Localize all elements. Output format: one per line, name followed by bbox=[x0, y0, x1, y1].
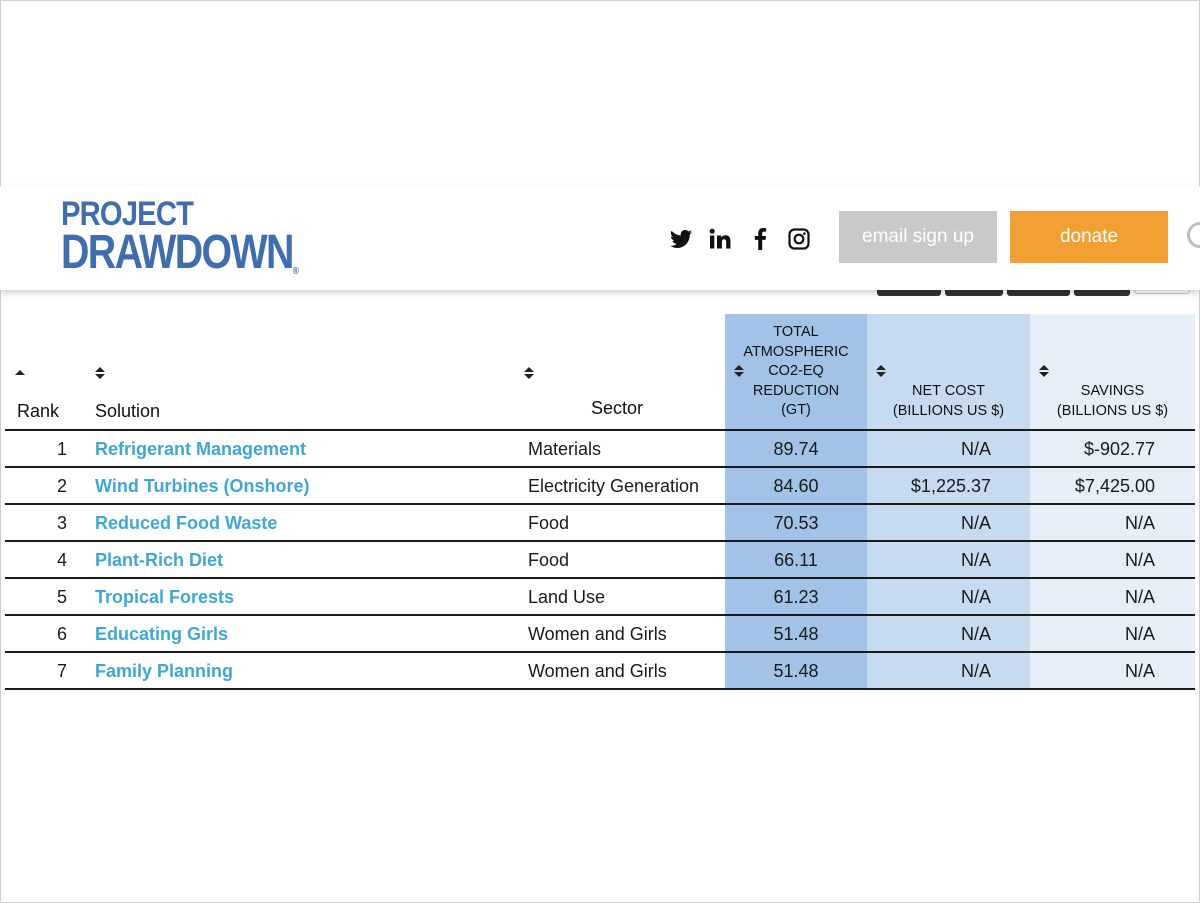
sector-cell: Food bbox=[528, 550, 570, 570]
linkedin-icon[interactable] bbox=[708, 227, 732, 251]
table-row bbox=[5, 431, 1195, 468]
net-cost-cell: N/A bbox=[867, 616, 1030, 651]
site-header bbox=[0, 186, 1200, 290]
table-row bbox=[5, 579, 1195, 616]
co2-reduction-header[interactable] bbox=[725, 314, 867, 430]
table-row bbox=[5, 542, 1195, 579]
sort-icon bbox=[876, 365, 886, 379]
co2-header-line: REDUCTION bbox=[752, 382, 840, 399]
net-cost-cell: N/A bbox=[867, 579, 1030, 614]
rank-cell: 3 bbox=[56, 513, 67, 533]
rank-cell: 2 bbox=[56, 476, 67, 496]
table-row bbox=[5, 505, 1195, 542]
sector-cell: Electricity Generation bbox=[528, 476, 700, 496]
savings-header-line: (BILLIONS US $) bbox=[1056, 402, 1169, 419]
solution-link[interactable]: Family Planning bbox=[95, 661, 234, 681]
net-cost-header[interactable] bbox=[867, 314, 1030, 430]
savings-cell: N/A bbox=[1030, 542, 1195, 577]
solution-link[interactable]: Plant-Rich Diet bbox=[95, 550, 224, 570]
net-cost-header-label bbox=[867, 382, 1030, 421]
donate-button[interactable]: donate bbox=[1010, 211, 1168, 263]
net-cost-cell: N/A bbox=[867, 542, 1030, 577]
rank-cell: 1 bbox=[56, 439, 67, 459]
co2-cell: 51.48 bbox=[725, 653, 867, 688]
twitter-icon[interactable] bbox=[669, 227, 693, 251]
net-cost-cell: N/A bbox=[867, 431, 1030, 466]
sort-icon bbox=[95, 367, 105, 381]
search-icon[interactable] bbox=[1187, 222, 1200, 248]
sort-icon bbox=[1039, 365, 1049, 379]
table-header bbox=[5, 314, 1195, 430]
rank-header-label: Rank bbox=[17, 401, 60, 421]
savings-header[interactable] bbox=[1030, 314, 1195, 430]
co2-header-line: CO2-EQ bbox=[768, 363, 824, 379]
co2-cell: 51.48 bbox=[725, 616, 867, 651]
savings-cell: N/A bbox=[1030, 616, 1195, 651]
project-drawdown-logo[interactable] bbox=[61, 197, 349, 277]
co2-cell: 61.23 bbox=[725, 579, 867, 614]
rank-cell: 4 bbox=[56, 550, 67, 570]
solution-link[interactable]: Reduced Food Waste bbox=[95, 513, 278, 533]
sector-cell: Women and Girls bbox=[528, 624, 667, 644]
savings-cell: $7,425.00 bbox=[1030, 468, 1195, 503]
table-row bbox=[5, 616, 1195, 653]
sector-cell: Food bbox=[528, 513, 570, 533]
co2-cell: 66.11 bbox=[725, 542, 867, 577]
email-signup-button[interactable]: email sign up bbox=[839, 211, 997, 263]
savings-cell: N/A bbox=[1030, 579, 1195, 614]
savings-cell: N/A bbox=[1030, 505, 1195, 540]
facebook-icon[interactable] bbox=[748, 227, 772, 251]
sector-header-label: Sector bbox=[591, 398, 644, 418]
solution-header[interactable] bbox=[86, 314, 517, 430]
co2-header-line: TOTAL bbox=[773, 324, 819, 340]
co2-cell: 89.74 bbox=[725, 431, 867, 466]
co2-cell: 84.60 bbox=[725, 468, 867, 503]
solution-link[interactable]: Refrigerant Management bbox=[95, 439, 307, 459]
net-cost-cell: N/A bbox=[867, 505, 1030, 540]
savings-header-label bbox=[1030, 382, 1195, 421]
rank-header[interactable] bbox=[5, 314, 86, 430]
sector-cell: Women and Girls bbox=[528, 661, 667, 681]
sector-cell: Land Use bbox=[528, 587, 606, 607]
rank-cell: 5 bbox=[56, 587, 67, 607]
solution-link[interactable]: Tropical Forests bbox=[95, 587, 235, 607]
savings-cell: $-902.77 bbox=[1030, 431, 1195, 466]
sort-icon bbox=[524, 367, 534, 381]
net-cost-header-line: NET COST bbox=[911, 383, 986, 399]
logo-line-2 bbox=[61, 226, 298, 279]
net-cost-header-line: (BILLIONS US $) bbox=[892, 402, 1005, 419]
solution-header-label: Solution bbox=[95, 401, 161, 421]
solution-link[interactable]: Educating Girls bbox=[95, 624, 229, 644]
sector-header[interactable] bbox=[517, 314, 725, 430]
sector-cell: Materials bbox=[528, 439, 602, 459]
co2-header-label bbox=[725, 323, 867, 421]
co2-cell: 70.53 bbox=[725, 505, 867, 540]
co2-header-line: (GT) bbox=[781, 402, 811, 418]
net-cost-cell: $1,225.37 bbox=[867, 468, 1030, 503]
row-divider bbox=[5, 688, 1195, 690]
logo-line-1: PROJECT bbox=[61, 195, 194, 233]
net-cost-cell: N/A bbox=[867, 653, 1030, 688]
co2-header-line: ATMOSPHERIC bbox=[743, 343, 849, 360]
table-row bbox=[5, 653, 1195, 690]
rank-cell: 6 bbox=[56, 624, 67, 644]
savings-header-line: SAVINGS bbox=[1080, 383, 1145, 399]
logo-line-2-text: DRAWDOWN bbox=[61, 226, 293, 279]
rank-cell: 7 bbox=[56, 661, 67, 681]
sort-asc-icon bbox=[15, 370, 25, 376]
solution-link[interactable]: Wind Turbines (Onshore) bbox=[95, 476, 310, 496]
table-row bbox=[5, 468, 1195, 505]
logo-registered: ® bbox=[292, 266, 298, 277]
savings-cell: N/A bbox=[1030, 653, 1195, 688]
instagram-icon[interactable] bbox=[787, 227, 811, 251]
